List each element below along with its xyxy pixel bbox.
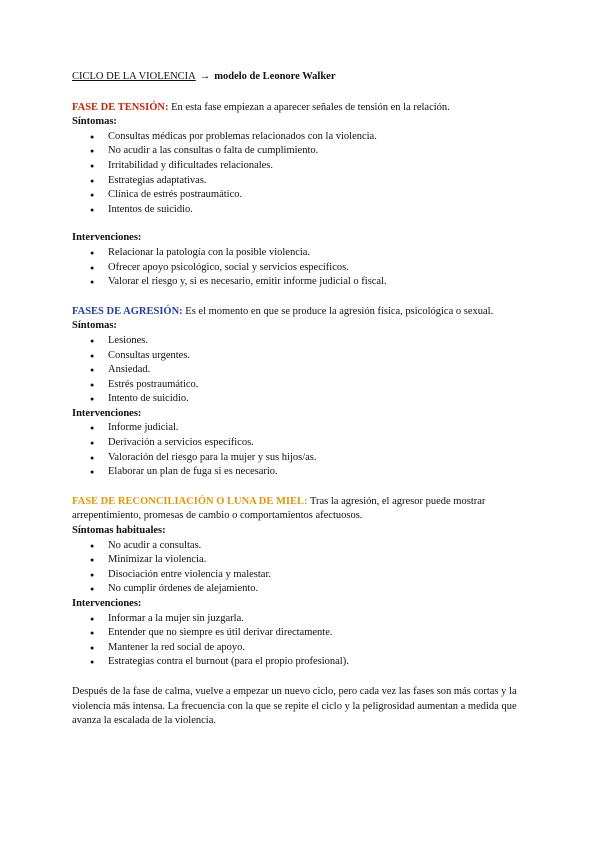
spacer	[72, 217, 532, 231]
reconciliation-description: Tras la agresión, el agresor puede mostrar arrepentimiento, promesas de cambio o comportamientos afectuosos.	[72, 495, 486, 522]
title-main: CICLO DE LA VIOLENCIA	[72, 71, 196, 82]
title-subtitle: modelo de Leonore Walker	[214, 71, 336, 82]
tension-heading	[72, 101, 532, 116]
list-item: ● Consultas urgentes.	[72, 349, 532, 364]
aggression-interventions-list	[72, 421, 532, 479]
list-item: ● Clínica de estrés postraumático.	[72, 188, 532, 203]
closing-paragraph: Después de la fase de calma, vuelve a empezar un nuevo ciclo, pero cada vez las fases son más cortas y la violencia más intensa. La frecuencia con la que se repite el ciclo y la peligrosidad aumentan a medida que avanza la escalada de la violencia.	[72, 685, 517, 727]
tension-symptoms-list	[72, 130, 532, 218]
tension-label: FASE DE TENSIÓN:	[72, 101, 169, 113]
aggression-interventions-title: Intervenciones:	[72, 407, 142, 419]
list-item: ● Estrategias contra el burnout (para el propio profesional).	[72, 655, 532, 670]
tension-description: En esta fase empiezan a aparecer señales de tensión en la relación.	[168, 101, 450, 113]
reconciliation-interventions-title: Intervenciones:	[72, 598, 142, 609]
list-item: ● Entender que no siempre es útil derivar directamente.	[72, 626, 532, 641]
aggression-label: FASES DE AGRESIÓN:	[72, 305, 183, 317]
document-title	[72, 70, 532, 85]
reconciliation-heading	[72, 495, 532, 524]
tension-symptoms-title: Síntomas:	[72, 116, 117, 128]
list-item: ● Informar a la mujer sin juzgarla.	[72, 612, 532, 627]
reconciliation-symptoms-title: Síntomas habituales:	[72, 525, 166, 537]
aggression-heading	[72, 305, 532, 320]
list-item: ● Intentos de suicidio.	[72, 203, 532, 218]
list-item: ● Valoración del riesgo para la mujer y sus hijos/as.	[72, 451, 532, 466]
list-item: ● No acudir a las consultas o falta de cumplimiento.	[72, 144, 532, 159]
document-page	[72, 70, 532, 729]
list-item: ● Relacionar la patología con la posible violencia.	[72, 246, 532, 261]
tension-interventions-list	[72, 246, 532, 290]
list-item: ● Estrategias adaptativas.	[72, 174, 532, 189]
list-item: ● No cumplir órdenes de alejamiento.	[72, 582, 532, 597]
arrow-icon: →	[199, 71, 211, 82]
list-item: ● Consultas médicas por problemas relacionados con la violencia.	[72, 130, 532, 145]
list-item: ● Intento de suicidio.	[72, 392, 532, 407]
list-item: ● Disociación entre violencia y malestar.	[72, 568, 532, 583]
list-item: ● Ansiedad.	[72, 363, 532, 378]
aggression-description: Es el momento en que se produce la agresión física, psicológica o sexual.	[182, 305, 494, 317]
list-item: ● Valorar el riesgo y, si es necesario, emitir informe judicial o fiscal.	[72, 275, 532, 290]
list-item: ● Lesiones.	[72, 334, 532, 349]
list-item: ● Estrés postraumático.	[72, 378, 532, 393]
list-item: ● Informe judicial.	[72, 421, 532, 436]
section-tension	[72, 101, 532, 290]
section-aggression	[72, 305, 532, 480]
list-item: ● Irritabilidad y dificultades relacionales.	[72, 159, 532, 174]
list-item: ● Minimizar la violencia.	[72, 553, 532, 568]
aggression-symptoms-list	[72, 334, 532, 407]
list-item: ● Mantener la red social de apoyo.	[72, 641, 532, 656]
tension-interventions-title: Intervenciones:	[72, 232, 142, 244]
reconciliation-label: FASE DE RECONCILIACIÓN O LUNA DE MIEL:	[72, 495, 308, 507]
list-item: ● Ofrecer apoyo psicológico, social y servicios específicos.	[72, 261, 532, 276]
list-item: ● Elaborar un plan de fuga si es necesario.	[72, 465, 532, 480]
reconciliation-symptoms-list	[72, 539, 532, 597]
list-item: ● Derivación a servicios específicos.	[72, 436, 532, 451]
section-reconciliation	[72, 495, 532, 670]
aggression-symptoms-title: Síntomas:	[72, 320, 117, 332]
list-item: ● No acudir a consultas.	[72, 539, 532, 554]
reconciliation-interventions-list	[72, 612, 532, 670]
